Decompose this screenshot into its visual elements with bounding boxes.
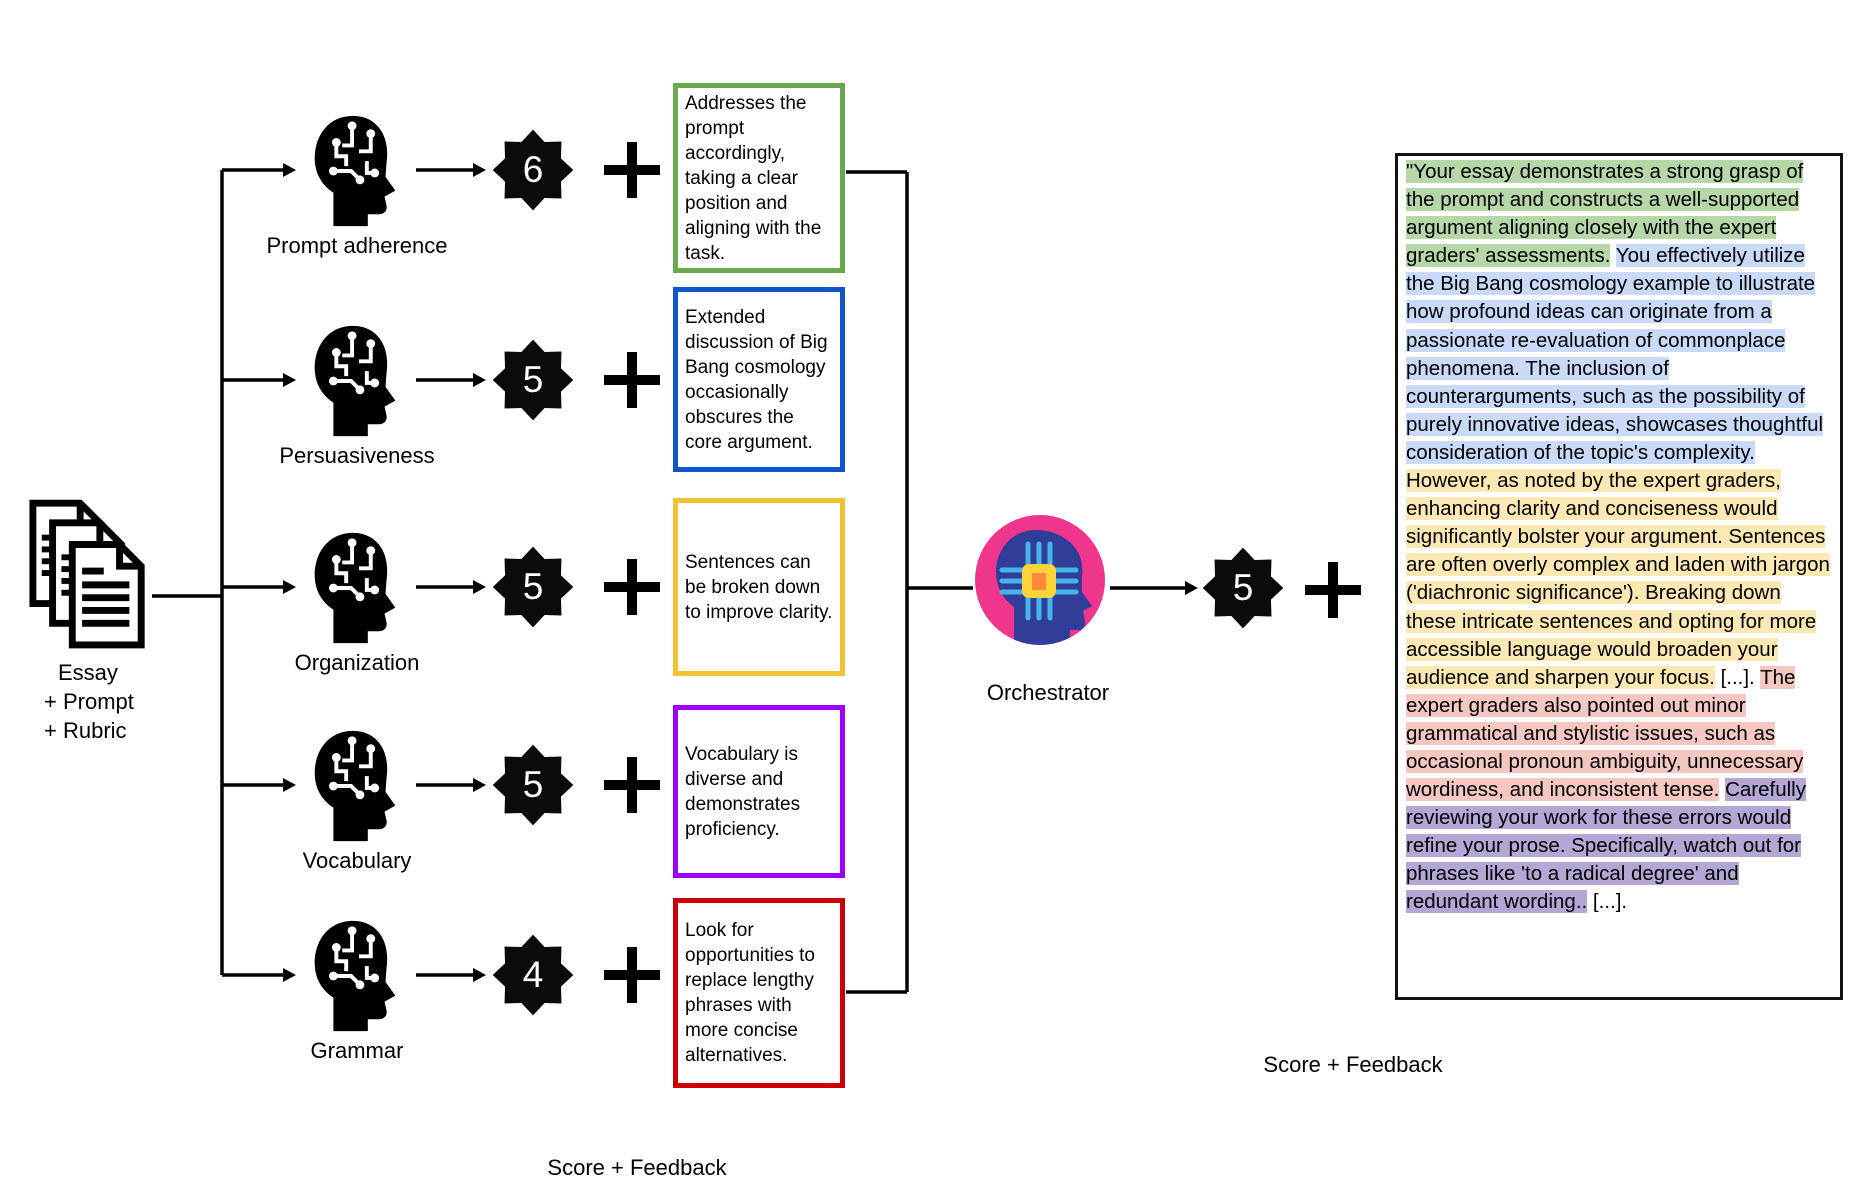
score-badge <box>491 338 575 422</box>
feedback-box <box>673 705 845 878</box>
feedback-box <box>673 498 845 676</box>
feedback-text: Extended discussion of Big Bang cosmology occasionally obscures the core argument. <box>685 306 828 453</box>
feedback-segment: However, as noted by the expert graders, enhancing clarity and conciseness would significantly bolster your argument. Sentences are often overly complex and laden with jargon ('diachronic significance'). Breaking down these intricate sentences and opting for more accessible language would broaden your audience and sharpen your focus. <box>1406 469 1830 689</box>
input-label-line: + Prompt <box>44 689 134 714</box>
agent-label: Prompt adherence <box>266 233 448 258</box>
score-value: 4 <box>522 954 544 995</box>
plus-sign <box>604 142 660 198</box>
input-label-line: Essay <box>58 660 118 685</box>
ai-head-circuit-icon <box>303 727 411 845</box>
input-label-line: + Rubric <box>44 718 127 743</box>
feedback-box <box>673 898 845 1088</box>
final-feedback-box <box>1395 153 1843 1000</box>
feedback-box <box>673 83 845 273</box>
score-value: 5 <box>522 764 544 805</box>
feedback-segment: Carefully reviewing your work for these errors would refine your prose. Specifically, watch out for phrases like 'to a radical degree' and redundant wording.. <box>1406 778 1806 914</box>
plus-sign <box>604 352 660 408</box>
agent-label: Organization <box>294 650 420 675</box>
feedback-segment: "Your essay demonstrates a strong grasp of the prompt and constructs a well-supported argument aligning closely with the expert graders' assessments. <box>1406 160 1804 268</box>
score-badge <box>491 545 575 629</box>
score-badge <box>491 743 575 827</box>
orchestrator-chip-head-icon <box>972 512 1108 648</box>
feedback-segment: [...]. <box>1720 665 1755 689</box>
feedback-text: Addresses the prompt accordingly, taking a clear position and aligning with the task. <box>685 92 822 264</box>
agent-label: Persuasiveness <box>279 443 435 468</box>
score-value: 5 <box>522 359 544 400</box>
plus-sign <box>1305 562 1361 618</box>
feedback-box <box>673 287 845 472</box>
plus-sign <box>604 559 660 615</box>
feedback-segment: The expert graders also pointed out minor grammatical and stylistic issues, such as occasional pronoun ambiguity, unnecessary wordiness, and inconsistent tense. <box>1406 665 1804 802</box>
feedback-text: Vocabulary is diverse and demonstrates proficiency. <box>685 743 801 840</box>
ai-head-circuit-icon <box>303 917 411 1035</box>
plus-sign <box>604 757 660 813</box>
document-stack-icon <box>26 498 154 656</box>
score-value: 5 <box>1232 567 1254 608</box>
agent-label: Vocabulary <box>302 848 412 873</box>
score-value: 5 <box>522 566 544 607</box>
feedback-text: Sentences can be broken down to improve clarity. <box>685 551 833 623</box>
caption-score-feedback-left: Score + Feedback <box>547 1155 727 1180</box>
plus-sign <box>604 947 660 1003</box>
score-badge <box>491 128 575 212</box>
feedback-segment: [...]. <box>1592 890 1628 914</box>
score-badge <box>1201 546 1285 630</box>
final-feedback-paragraph <box>1406 158 1832 917</box>
ai-head-circuit-icon <box>303 112 411 230</box>
agent-label: Grammar <box>310 1038 404 1063</box>
feedback-segment: You effectively utilize the Big Bang cosmology example to illustrate how profound ideas can originate from a passionate re-evaluation of commonplace phenomena. The inclusion of counterarguments, such as the possibility of purely innovative ideas, showcases thoughtful consideration of the topic's complexity. <box>1406 244 1824 464</box>
ai-head-circuit-icon <box>303 322 411 440</box>
feedback-text: Look for opportunities to replace lengthy phrases with more concise alternatives. <box>685 920 815 1066</box>
ai-head-circuit-icon <box>303 529 411 647</box>
score-value: 6 <box>522 149 544 190</box>
caption-score-feedback-right: Score + Feedback <box>1263 1052 1443 1077</box>
orchestrator-label: Orchestrator <box>986 680 1110 705</box>
score-badge <box>491 933 575 1017</box>
input-label <box>44 658 134 745</box>
